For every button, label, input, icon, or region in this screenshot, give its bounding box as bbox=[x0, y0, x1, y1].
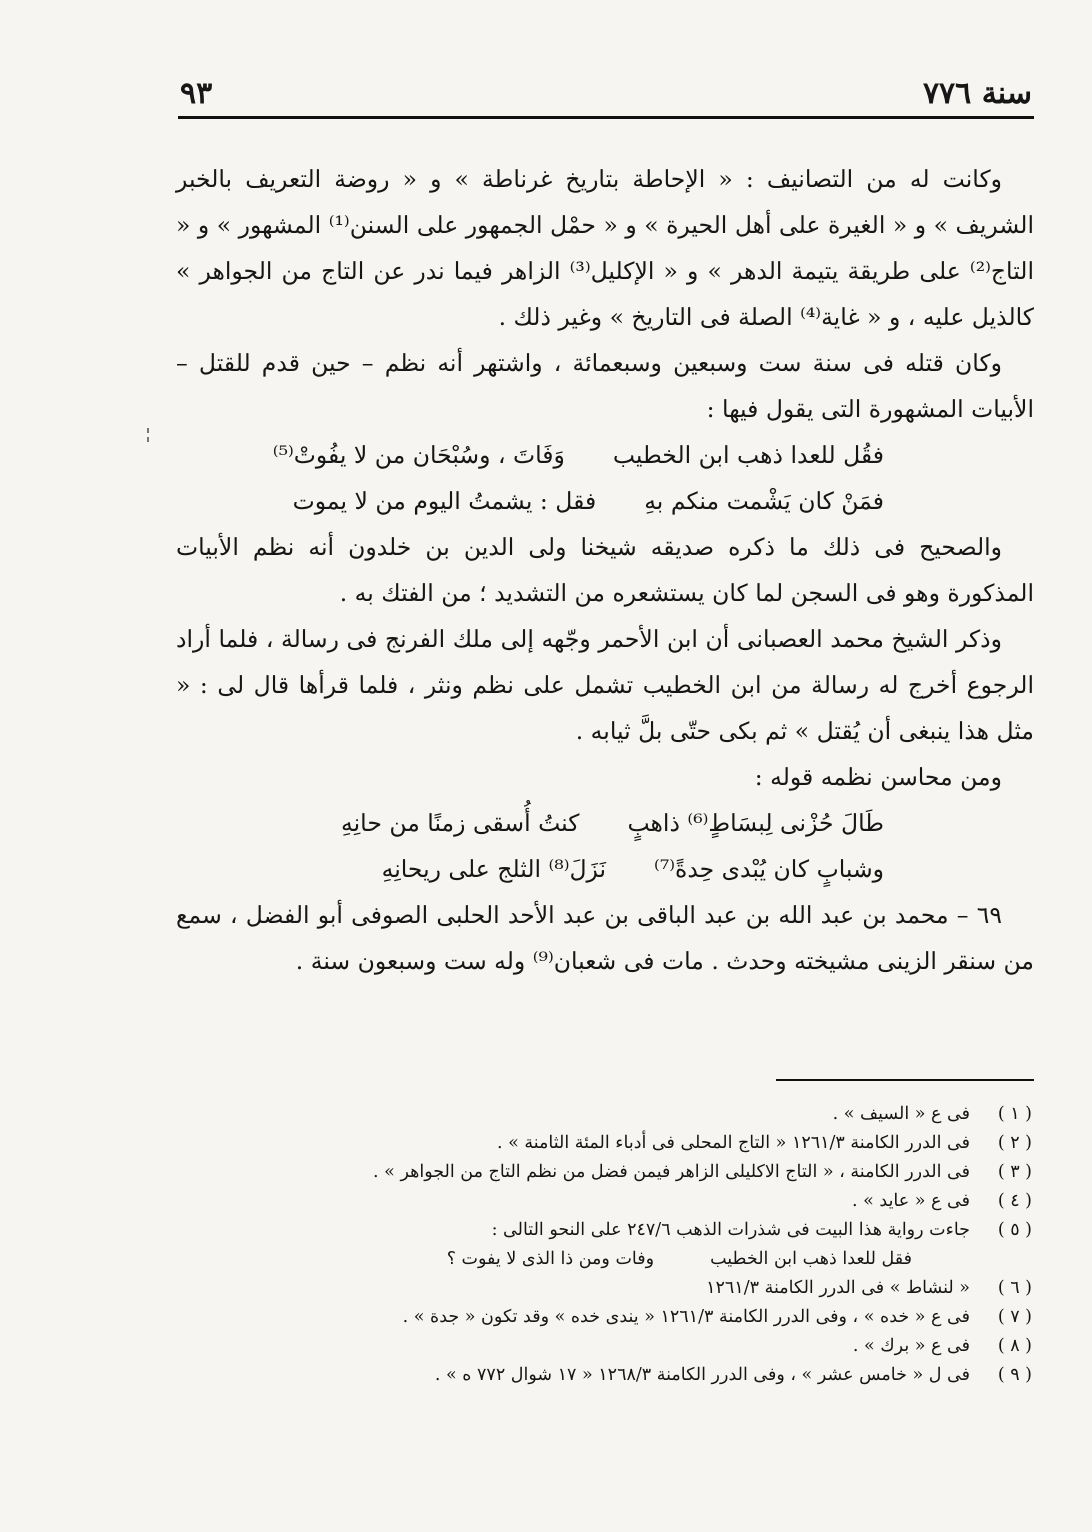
footnote bbox=[172, 1100, 1032, 1129]
footnote-number: ( ١ ) bbox=[997, 1104, 1032, 1124]
paragraph-entry-69: ٦٩ – محمد بن عبد الله بن عبد الباقى بن عبد الأحد الحلبى الصوفى أبو الفضل ، سمع من سنقر الزينى مشيخته وحدث . مات فى شعبان⁽⁹⁾ وله ست وسبعون سنة . bbox=[176, 901, 1034, 975]
footnote-text: فى ع « برك » . bbox=[852, 1336, 970, 1356]
paragraph-death: وكان قتله فى سنة ست وسبعين وسبعمائة ، واشتهر أنه نظم – حين قدم للقتل – الأبيات المشهورة التى يقول فيها : bbox=[176, 349, 1034, 423]
footnote-text: فى ل « خامس عشر » ، وفى الدرر الكامنة ١٢٦٨/٣ « ١٧ شوال ٧٧٢ ه » . bbox=[434, 1365, 970, 1385]
footnote-verse-hemistich: وفات ومن ذا الذى لا يفوت ؟ bbox=[446, 1249, 655, 1269]
footnote bbox=[172, 1303, 1032, 1332]
verse-line-4 bbox=[176, 846, 1034, 892]
footnote-number: ( ٩ ) bbox=[997, 1365, 1032, 1385]
footnote bbox=[172, 1129, 1032, 1158]
verse-line-3 bbox=[176, 800, 1034, 846]
verse-hemistich: وَفَاتَ ، وسُبْحَان من لا يفُوتْ⁽⁵⁾ bbox=[272, 441, 565, 469]
margin-mark bbox=[146, 428, 149, 452]
main-text bbox=[176, 156, 1034, 984]
running-head-year: سنة ٧٧٦ bbox=[922, 76, 1032, 111]
verse-hemistich: نَزَلَ⁽⁸⁾ الثلج على ريحانِهِ bbox=[381, 855, 607, 883]
verse-hemistich: طَالَ حُزْنى لِبسَاطٍ⁽⁶⁾ ذاهبٍ bbox=[627, 809, 884, 837]
footnote-number: ( ٥ ) bbox=[997, 1220, 1032, 1240]
footnote-verse-hemistich: فقل للعدا ذهب ابن الخطيب bbox=[710, 1249, 912, 1269]
footnote-text: جاءت رواية هذا البيت فى شذرات الذهب ٢٤٧/٦ على النحو التالى : bbox=[491, 1220, 970, 1240]
footnotes bbox=[172, 1100, 1032, 1390]
header-rule bbox=[178, 116, 1034, 119]
verse-hemistich: وشبابٍ كان يُبْدى حِدةً⁽⁷⁾ bbox=[654, 855, 884, 883]
footnote bbox=[172, 1187, 1032, 1216]
paragraph-poetry-intro: ومن محاسن نظمه قوله : bbox=[754, 763, 1002, 791]
footnote bbox=[172, 1274, 1032, 1303]
page-number: ٩٣ bbox=[180, 76, 213, 111]
paragraph-anecdote: وذكر الشيخ محمد العصبانى أن ابن الأحمر وجّهه إلى ملك الفرنج فى رسالة ، فلما أراد الرجوع أخرج له رسالة من ابن الخطيب تشمل على نظم ونثر ، فلما قرأها قال لى : « مثل هذا ينبغى أن يُقتل » ثم بكى حتّى بلَّ ثيابه . bbox=[176, 625, 1034, 745]
footnote bbox=[172, 1158, 1032, 1187]
footnote-number: ( ٨ ) bbox=[997, 1336, 1032, 1356]
footnote bbox=[172, 1216, 1032, 1245]
verse-line-2 bbox=[176, 478, 1034, 524]
footnote bbox=[172, 1361, 1032, 1390]
footnote-text: فى ع « عايد » . bbox=[851, 1191, 970, 1211]
verse-hemistich: كنتُ أُسقى زمنًا من حانِهِ bbox=[341, 809, 580, 837]
footnote-text: « لنشاط » فى الدرر الكامنة ١٢٦١/٣ bbox=[706, 1278, 970, 1298]
footnote-text: فى الدرر الكامنة ١٢٦١/٣ « التاج المحلى فى أدباء المئة الثامنة » . bbox=[496, 1133, 970, 1153]
verse-line-1 bbox=[176, 432, 1034, 478]
footnote-number: ( ٤ ) bbox=[997, 1191, 1032, 1211]
paragraph-correction: والصحيح فى ذلك ما ذكره صديقه شيخنا ولى الدين بن خلدون أنه نظم الأبيات المذكورة وهو فى السجن لما كان يستشعره من التشديد ؛ من الفتك به . bbox=[176, 533, 1034, 607]
paragraph-works: وكانت له من التصانيف : « الإحاطة بتاريخ غرناطة » و « روضة التعريف بالخبر الشريف » و « الغيرة على أهل الحيرة » و « حمْل الجمهور على السنن⁽¹⁾ المشهور » و « التاج⁽²⁾ على طريقة يتيمة الدهر » و « الإكليل⁽³⁾ الزاهر فيما ندر عن التاج من الجواهر » كالذيل عليه ، و « غاية⁽⁴⁾ الصلة فى التاريخ » وغير ذلك . bbox=[176, 165, 1034, 331]
verse-hemistich: فقُل للعدا ذهب ابن الخطيب bbox=[612, 441, 884, 469]
footnote-number: ( ٦ ) bbox=[997, 1278, 1032, 1298]
footnote-text: فى ع « خده » ، وفى الدرر الكامنة ١٢٦١/٣ « يندى خده » وقد تكون « جدة » . bbox=[402, 1307, 970, 1327]
footnote-number: ( ٣ ) bbox=[997, 1162, 1032, 1182]
footnote bbox=[172, 1332, 1032, 1361]
verse-hemistich: فمَنْ كان يَشْمت منكم بهِ bbox=[644, 487, 884, 515]
footnote-text: فى الدرر الكامنة ، « التاج الاكليلى الزاهر فيمن فضل من نظم التاج من الجواهر » . bbox=[373, 1162, 970, 1182]
footnote-number: ( ٧ ) bbox=[997, 1307, 1032, 1327]
footnote-number: ( ٢ ) bbox=[997, 1133, 1032, 1153]
footnote-rule bbox=[776, 1079, 1034, 1081]
page-header bbox=[180, 70, 1032, 122]
footnote-text: فى ع « السيف » . bbox=[832, 1104, 970, 1124]
footnote-verse bbox=[172, 1245, 1032, 1274]
verse-hemistich: فقل : يشمتُ اليوم من لا يموت bbox=[292, 487, 597, 515]
